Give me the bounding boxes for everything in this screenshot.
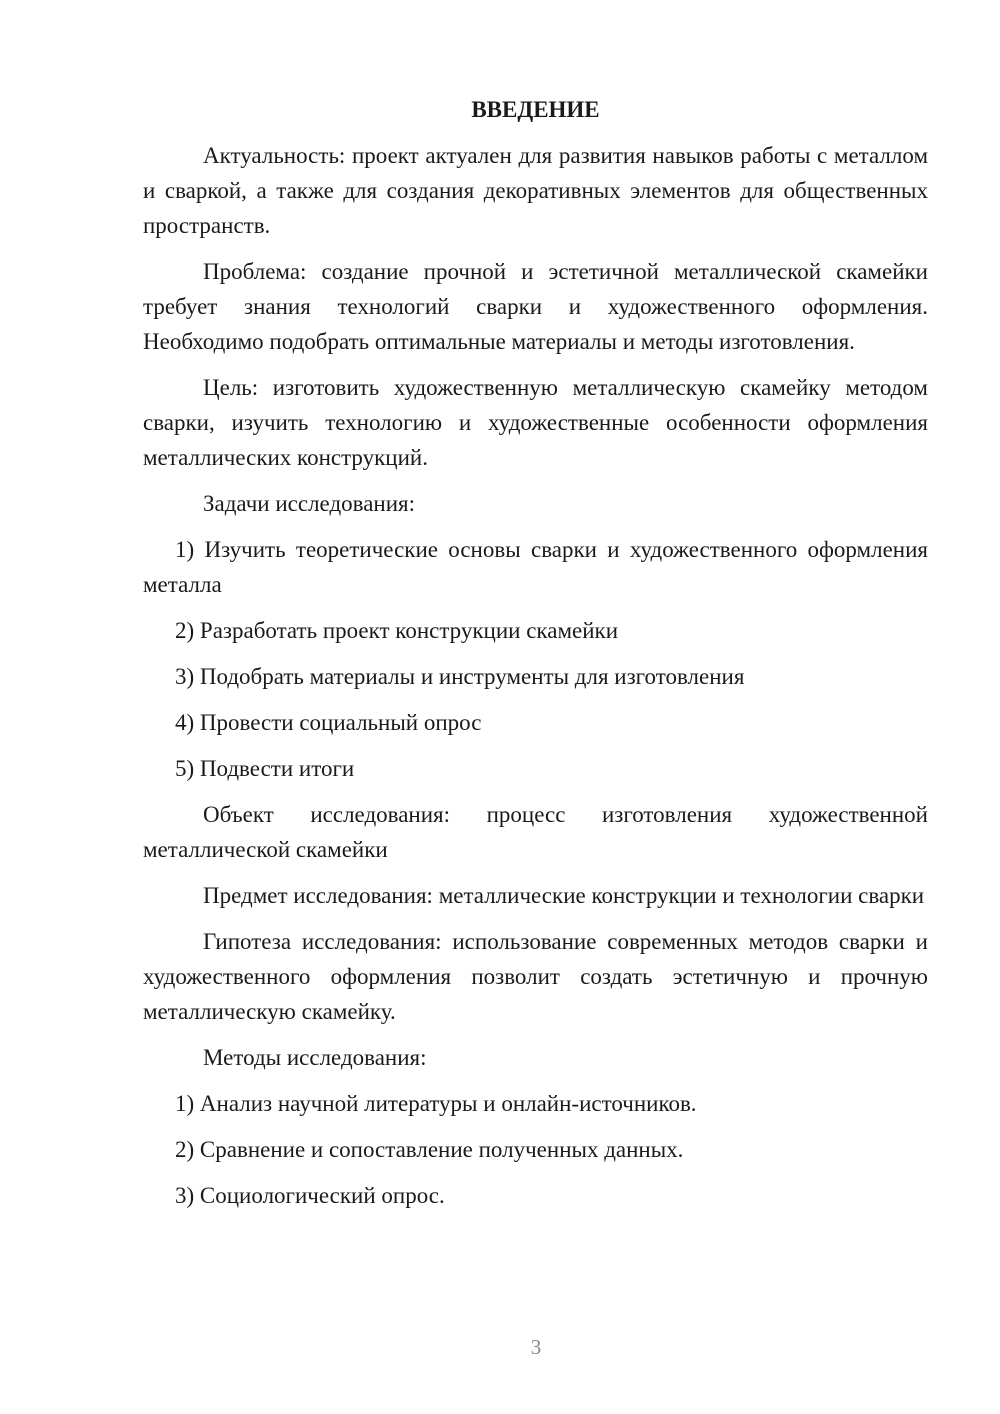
method-item: 3) Социологический опрос.	[175, 1183, 445, 1208]
problem-paragraph: Проблема: создание прочной и эстетичной металлической скамейки требует знания технологий сварки и художественного оформления. Необходимо подобрать оптимальные материалы и методы изготовления.	[143, 259, 928, 354]
page-number: 3	[530, 1335, 542, 1359]
task-item: 1) Изучить теоретические основы сварки и художественного оформления металла	[143, 537, 928, 597]
hypothesis-paragraph: Гипотеза исследования: использование современных методов сварки и художественного оформления позволит создать эстетичную и прочную металлическую скамейку.	[143, 929, 928, 1024]
method-item: 2) Сравнение и сопоставление полученных данных.	[175, 1137, 684, 1162]
task-item: 2) Разработать проект конструкции скамейки	[175, 618, 619, 643]
relevance-paragraph: Актуальность: проект актуален для развития навыков работы с металлом и сваркой, а также для создания декоративных элементов для общественных пространств.	[143, 143, 928, 238]
methods-heading: Методы исследования:	[203, 1045, 427, 1070]
task-item: 3) Подобрать материалы и инструменты для изготовления	[175, 664, 745, 689]
object-paragraph: Объект исследования: процесс изготовления художественной металлической скамейки	[143, 802, 928, 862]
goal-paragraph: Цель: изготовить художественную металлическую скамейку методом сварки, изучить технологию и художественные особенности оформления металлических конструкций.	[143, 375, 928, 470]
task-item: 5) Подвести итоги	[175, 756, 355, 781]
section-title: ВВЕДЕНИЕ	[471, 97, 600, 122]
method-item: 1) Анализ научной литературы и онлайн-источников.	[175, 1091, 697, 1116]
tasks-heading: Задачи исследования:	[203, 491, 416, 516]
task-item: 4) Провести социальный опрос	[175, 710, 482, 735]
page-content	[143, 92, 928, 1224]
subject-paragraph: Предмет исследования: металлические конструкции и технологии сварки	[203, 883, 925, 908]
